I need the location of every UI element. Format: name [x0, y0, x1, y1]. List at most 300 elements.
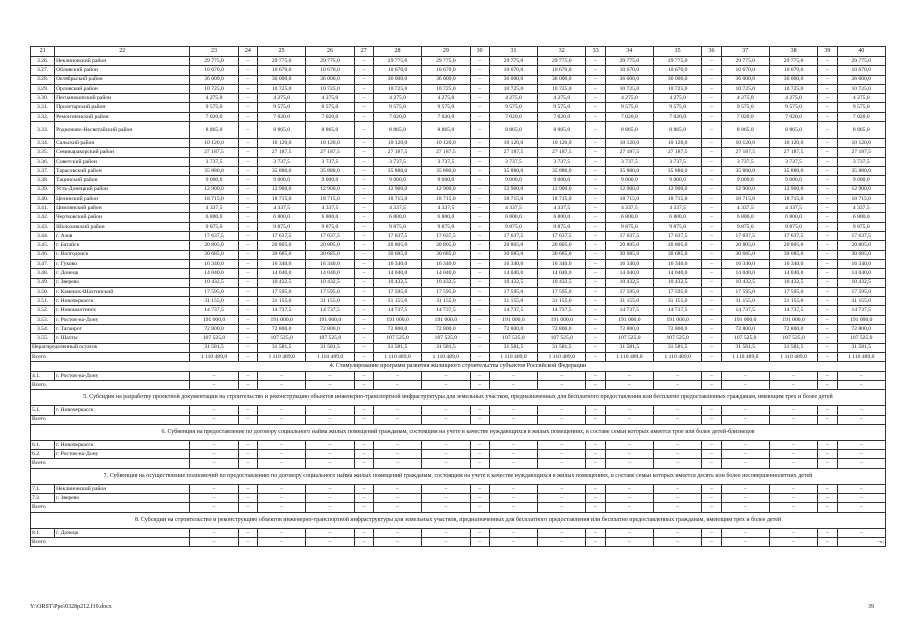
value-cell: – — [258, 494, 306, 503]
value-cell: – — [190, 381, 238, 390]
value-cell: – — [190, 528, 238, 537]
value-cell: 6 800,0 — [373, 213, 421, 222]
column-number-cell: 35 — [654, 47, 702, 57]
value-cell: – — [586, 494, 605, 503]
value-cell: 18 715,0 — [654, 194, 702, 203]
value-cell: – — [470, 459, 489, 468]
value-cell: 6 800,0 — [190, 213, 238, 222]
value-cell: – — [470, 528, 489, 537]
value-cell: 7 020,0 — [373, 112, 421, 121]
value-cell: 191 000,0 — [306, 315, 354, 324]
value-cell: – — [769, 450, 817, 459]
value-cell: – — [837, 459, 885, 468]
table-row — [31, 66, 886, 75]
value-cell: 35 880,0 — [258, 166, 306, 175]
table-row — [31, 57, 886, 66]
value-cell: 31 581,5 — [489, 343, 537, 352]
value-cell: – — [354, 157, 373, 166]
value-cell: 10 432,5 — [769, 278, 817, 287]
value-cell: 3 737,5 — [538, 157, 586, 166]
value-cell: 30 685,0 — [538, 250, 586, 259]
value-cell: – — [190, 371, 238, 380]
value-cell: – — [238, 112, 257, 121]
value-cell: 72 800,0 — [422, 325, 470, 334]
value-cell: – — [238, 503, 257, 512]
value-cell: 17 637,5 — [258, 232, 306, 241]
value-cell: – — [470, 75, 489, 84]
value-cell: – — [586, 415, 605, 424]
value-cell: – — [605, 406, 653, 415]
value-cell: – — [190, 484, 238, 493]
value-cell: – — [818, 194, 837, 203]
value-cell: 10 432,5 — [837, 278, 885, 287]
value-cell: – — [470, 406, 489, 415]
value-cell: 20 805,0 — [258, 241, 306, 250]
value-cell: – — [422, 450, 470, 459]
value-cell: 8 865,0 — [258, 122, 306, 139]
value-cell: – — [702, 459, 721, 468]
row-number-cell: 8.1. — [31, 528, 55, 537]
value-cell: 20 805,0 — [489, 241, 537, 250]
total-row — [31, 537, 886, 546]
value-cell: – — [605, 494, 653, 503]
value-cell: – — [702, 528, 721, 537]
value-cell: – — [818, 528, 837, 537]
value-cell: – — [818, 139, 837, 148]
column-number-cell: 38 — [769, 47, 817, 57]
value-cell: 1 110 489,0 — [190, 352, 238, 361]
value-cell: – — [818, 259, 837, 268]
column-number-cell: 32 — [538, 47, 586, 57]
value-cell: 29 775,0 — [769, 57, 817, 66]
value-cell: – — [818, 66, 837, 75]
value-cell: – — [470, 94, 489, 103]
value-cell: 17 595,0 — [306, 287, 354, 296]
value-cell: 9 000,0 — [489, 176, 537, 185]
value-cell: 72 800,0 — [373, 325, 421, 334]
value-cell: 72 800,0 — [605, 325, 653, 334]
value-cell: – — [654, 459, 702, 468]
value-cell: 107 525,0 — [190, 334, 238, 343]
value-cell: – — [605, 459, 653, 468]
value-cell: 9 575,0 — [489, 103, 537, 112]
value-cell: 10 670,0 — [837, 66, 885, 75]
value-cell: – — [818, 185, 837, 194]
value-cell: 14 737,5 — [538, 306, 586, 315]
value-cell: 27 187,5 — [306, 148, 354, 157]
row-name-cell: г. Шахты — [55, 334, 190, 343]
row-number-cell: 3.39. — [31, 185, 55, 194]
value-cell: – — [818, 213, 837, 222]
value-cell: – — [422, 440, 470, 449]
value-cell: 36 000,0 — [489, 75, 537, 84]
table-row — [31, 148, 886, 157]
value-cell: 30 685,0 — [190, 250, 238, 259]
value-cell: 4 275,0 — [538, 94, 586, 103]
value-cell: 10 670,0 — [258, 66, 306, 75]
row-name-cell: Тарасовский район — [55, 166, 190, 175]
value-cell: 9 000,0 — [538, 176, 586, 185]
table-row — [31, 194, 886, 203]
value-cell: 31 581,5 — [190, 343, 238, 352]
value-cell: – — [470, 232, 489, 241]
total-row — [31, 415, 886, 424]
value-cell: – — [702, 371, 721, 380]
value-cell: 191 000,0 — [422, 315, 470, 324]
row-number-cell: 3.30. — [31, 94, 55, 103]
value-cell: – — [818, 381, 837, 390]
value-cell: 31 155,0 — [489, 297, 537, 306]
value-cell: – — [238, 459, 257, 468]
value-cell: – — [238, 194, 257, 203]
value-cell: – — [373, 406, 421, 415]
value-cell: – — [470, 112, 489, 121]
value-cell: – — [818, 166, 837, 175]
value-cell: – — [354, 278, 373, 287]
value-cell: – — [238, 297, 257, 306]
value-cell: – — [586, 194, 605, 203]
value-cell: 18 715,0 — [837, 194, 885, 203]
value-cell: – — [238, 494, 257, 503]
value-cell: – — [818, 343, 837, 352]
table-row — [31, 122, 886, 139]
row-name-cell: Всего — [31, 537, 190, 546]
value-cell: – — [238, 84, 257, 93]
value-cell: – — [702, 352, 721, 361]
value-cell: 17 637,5 — [306, 232, 354, 241]
table-row — [31, 306, 886, 315]
value-cell: 31 155,0 — [605, 297, 653, 306]
value-cell: – — [238, 269, 257, 278]
value-cell: – — [605, 484, 653, 493]
table-row — [31, 440, 886, 449]
value-cell: – — [586, 334, 605, 343]
value-cell: 1 110 489,0 — [837, 352, 885, 361]
value-cell: – — [702, 112, 721, 121]
value-cell: 6 800,0 — [538, 213, 586, 222]
value-cell: – — [306, 406, 354, 415]
value-cell: – — [818, 112, 837, 121]
value-cell: 1 110 489,0 — [306, 352, 354, 361]
value-cell: – — [586, 406, 605, 415]
value-cell: – — [354, 343, 373, 352]
row-number-cell: 5.1. — [31, 406, 55, 415]
value-cell: – — [470, 148, 489, 157]
table-row — [31, 494, 886, 503]
value-cell: 10 725,0 — [422, 84, 470, 93]
value-cell: – — [818, 204, 837, 213]
value-cell: 27 187,5 — [721, 148, 769, 157]
value-cell: – — [818, 352, 837, 361]
value-cell: 10 725,0 — [258, 84, 306, 93]
value-cell: 4 275,0 — [373, 94, 421, 103]
value-cell: – — [470, 343, 489, 352]
row-name-cell: Семикаракорский район — [55, 148, 190, 157]
footer-file-path: Y:\ORST\Ppo\0328p212.f19.docx — [30, 604, 112, 610]
value-cell: – — [238, 537, 257, 546]
value-cell: 191 000,0 — [489, 315, 537, 324]
value-cell: 17 637,5 — [837, 232, 885, 241]
value-cell: – — [605, 503, 653, 512]
value-cell: 20 805,0 — [654, 241, 702, 250]
row-number-cell: 3.33. — [31, 122, 55, 139]
value-cell: – — [818, 232, 837, 241]
row-name-cell: г. Каменск-Шахтинский — [55, 287, 190, 296]
value-cell: 30 685,0 — [258, 250, 306, 259]
value-cell: – — [238, 122, 257, 139]
value-cell: 6 800,0 — [258, 213, 306, 222]
value-cell: – — [354, 484, 373, 493]
value-cell: 3 737,5 — [769, 157, 817, 166]
value-cell: 31 155,0 — [258, 297, 306, 306]
row-name-cell: г. Новошахтинск — [55, 306, 190, 315]
value-cell: 14 040,0 — [605, 269, 653, 278]
value-cell: 9 875,0 — [190, 222, 238, 231]
value-cell: – — [538, 537, 586, 546]
value-cell: – — [354, 259, 373, 268]
value-cell: – — [238, 204, 257, 213]
value-cell: – — [818, 269, 837, 278]
value-cell: – — [489, 494, 537, 503]
value-cell: 20 805,0 — [769, 241, 817, 250]
value-cell: 35 880,0 — [306, 166, 354, 175]
value-cell: 4 275,0 — [837, 94, 885, 103]
value-cell: – — [238, 278, 257, 287]
value-cell: 72 800,0 — [837, 325, 885, 334]
value-cell: 1 110 489,0 — [769, 352, 817, 361]
value-cell: 14 040,0 — [538, 269, 586, 278]
value-cell: 10 725,0 — [489, 84, 537, 93]
value-cell: – — [238, 139, 257, 148]
value-cell: 3 737,5 — [721, 157, 769, 166]
table-row — [31, 222, 886, 231]
value-cell: – — [354, 204, 373, 213]
value-cell: 3 737,5 — [190, 157, 238, 166]
value-cell: – — [702, 334, 721, 343]
row-name-cell: г. Азов — [55, 232, 190, 241]
value-cell: 3 737,5 — [258, 157, 306, 166]
value-cell: – — [818, 287, 837, 296]
value-cell: 4 275,0 — [190, 94, 238, 103]
document-page — [30, 46, 886, 547]
value-cell: 36 000,0 — [373, 75, 421, 84]
value-cell: 7 020,0 — [489, 112, 537, 121]
value-cell: 4 275,0 — [306, 94, 354, 103]
value-cell: – — [354, 440, 373, 449]
value-cell: – — [538, 406, 586, 415]
value-cell: 31 581,5 — [422, 343, 470, 352]
value-cell: 14 040,0 — [721, 269, 769, 278]
value-cell: – — [721, 484, 769, 493]
value-cell: – — [238, 381, 257, 390]
value-cell: 3 737,5 — [373, 157, 421, 166]
value-cell: – — [586, 148, 605, 157]
value-cell: 16 340,0 — [373, 259, 421, 268]
value-cell: – — [702, 440, 721, 449]
value-cell: – — [238, 325, 257, 334]
table-row — [31, 176, 886, 185]
value-cell: 8 865,0 — [837, 122, 885, 139]
value-cell: – — [586, 112, 605, 121]
value-cell: 9 875,0 — [769, 222, 817, 231]
value-cell: 30 685,0 — [605, 250, 653, 259]
value-cell: 31 581,5 — [769, 343, 817, 352]
value-cell: – — [238, 66, 257, 75]
value-cell: 16 340,0 — [422, 259, 470, 268]
value-cell: 36 000,0 — [422, 75, 470, 84]
value-cell: – — [538, 494, 586, 503]
value-cell: 36 000,0 — [654, 75, 702, 84]
value-cell: – — [702, 139, 721, 148]
value-cell: 12 900,0 — [605, 185, 653, 194]
value-cell: 31 581,5 — [306, 343, 354, 352]
value-cell: 10 432,5 — [258, 278, 306, 287]
value-cell: 36 000,0 — [769, 75, 817, 84]
value-cell: 9 000,0 — [654, 176, 702, 185]
value-cell: – — [373, 381, 421, 390]
value-cell: – — [818, 325, 837, 334]
value-cell: – — [422, 406, 470, 415]
value-cell: – — [702, 343, 721, 352]
row-number-cell: 3.46. — [31, 250, 55, 259]
value-cell: – — [190, 537, 238, 546]
value-cell: 72 800,0 — [306, 325, 354, 334]
value-cell: – — [605, 415, 653, 424]
value-cell: – — [702, 94, 721, 103]
value-cell: – — [489, 406, 537, 415]
value-cell: 12 900,0 — [538, 185, 586, 194]
value-cell: – — [654, 484, 702, 493]
value-cell: – — [837, 494, 885, 503]
total-row — [31, 352, 886, 361]
value-cell: 8 865,0 — [721, 122, 769, 139]
value-cell: 9 575,0 — [654, 103, 702, 112]
value-cell: 12 900,0 — [837, 185, 885, 194]
value-cell: 20 805,0 — [605, 241, 653, 250]
value-cell: 20 805,0 — [422, 241, 470, 250]
value-cell: 9 875,0 — [489, 222, 537, 231]
value-cell: – — [837, 381, 885, 390]
value-cell: 16 340,0 — [489, 259, 537, 268]
value-cell: 27 187,5 — [654, 148, 702, 157]
value-cell: – — [238, 57, 257, 66]
value-cell: 10 120,0 — [190, 139, 238, 148]
value-cell: 7 020,0 — [769, 112, 817, 121]
value-cell: – — [354, 352, 373, 361]
value-cell: 9 575,0 — [605, 103, 653, 112]
budget-table — [30, 46, 886, 547]
value-cell: – — [702, 450, 721, 459]
value-cell: – — [586, 94, 605, 103]
value-cell: 10 670,0 — [605, 66, 653, 75]
value-cell: – — [238, 484, 257, 493]
value-cell: 16 340,0 — [258, 259, 306, 268]
table-row — [31, 185, 886, 194]
value-cell: 107 525,0 — [422, 334, 470, 343]
value-cell: – — [238, 528, 257, 537]
value-cell: 14 737,5 — [837, 306, 885, 315]
section-heading-row — [31, 468, 886, 484]
table-row — [31, 157, 886, 166]
value-cell: 17 595,0 — [605, 287, 653, 296]
row-number-cell: 3.28. — [31, 75, 55, 84]
value-cell: 14 040,0 — [769, 269, 817, 278]
value-cell: – — [721, 406, 769, 415]
value-cell: 10 432,5 — [605, 278, 653, 287]
value-cell: 8 865,0 — [654, 122, 702, 139]
value-cell: – — [238, 315, 257, 324]
value-cell: 16 340,0 — [721, 259, 769, 268]
value-cell: 35 880,0 — [373, 166, 421, 175]
value-cell: 12 900,0 — [489, 185, 537, 194]
closing-mark-cell: –»; — [837, 537, 885, 546]
value-cell: 8 865,0 — [422, 122, 470, 139]
value-cell: 12 900,0 — [769, 185, 817, 194]
value-cell: 10 725,0 — [721, 84, 769, 93]
value-cell: – — [422, 537, 470, 546]
value-cell: – — [586, 259, 605, 268]
value-cell: 20 805,0 — [373, 241, 421, 250]
value-cell: – — [373, 528, 421, 537]
value-cell: 4 275,0 — [258, 94, 306, 103]
value-cell: 17 637,5 — [654, 232, 702, 241]
value-cell: – — [470, 250, 489, 259]
value-cell: – — [470, 287, 489, 296]
value-cell: 8 865,0 — [306, 122, 354, 139]
value-cell: – — [586, 450, 605, 459]
row-number-cell: 3.47. — [31, 259, 55, 268]
value-cell: 36 000,0 — [721, 75, 769, 84]
row-name-cell: Сальский район — [55, 139, 190, 148]
value-cell: – — [818, 75, 837, 84]
value-cell: – — [586, 269, 605, 278]
value-cell: 14 737,5 — [721, 306, 769, 315]
value-cell: 10 725,0 — [373, 84, 421, 93]
value-cell: 12 900,0 — [258, 185, 306, 194]
value-cell: 9 000,0 — [422, 176, 470, 185]
value-cell: – — [470, 537, 489, 546]
value-cell: – — [354, 306, 373, 315]
value-cell: 31 155,0 — [422, 297, 470, 306]
value-cell: 107 525,0 — [837, 334, 885, 343]
value-cell: – — [586, 537, 605, 546]
value-cell: – — [702, 66, 721, 75]
value-cell: – — [818, 450, 837, 459]
value-cell: – — [470, 334, 489, 343]
value-cell: 14 040,0 — [373, 269, 421, 278]
value-cell: – — [702, 269, 721, 278]
total-row — [31, 459, 886, 468]
value-cell: 10 432,5 — [422, 278, 470, 287]
value-cell: 10 432,5 — [538, 278, 586, 287]
row-name-cell: Обливский район — [55, 66, 190, 75]
value-cell: 3 737,5 — [605, 157, 653, 166]
value-cell: 12 900,0 — [422, 185, 470, 194]
value-cell: – — [837, 484, 885, 493]
value-cell: – — [354, 122, 373, 139]
value-cell: – — [354, 185, 373, 194]
value-cell: 10 725,0 — [769, 84, 817, 93]
table-row — [31, 334, 886, 343]
value-cell: 20 805,0 — [721, 241, 769, 250]
value-cell: – — [489, 537, 537, 546]
value-cell: 9 000,0 — [258, 176, 306, 185]
value-cell: – — [373, 494, 421, 503]
table-row — [31, 75, 886, 84]
value-cell: – — [470, 278, 489, 287]
value-cell: 17 637,5 — [190, 232, 238, 241]
table-row — [31, 139, 886, 148]
